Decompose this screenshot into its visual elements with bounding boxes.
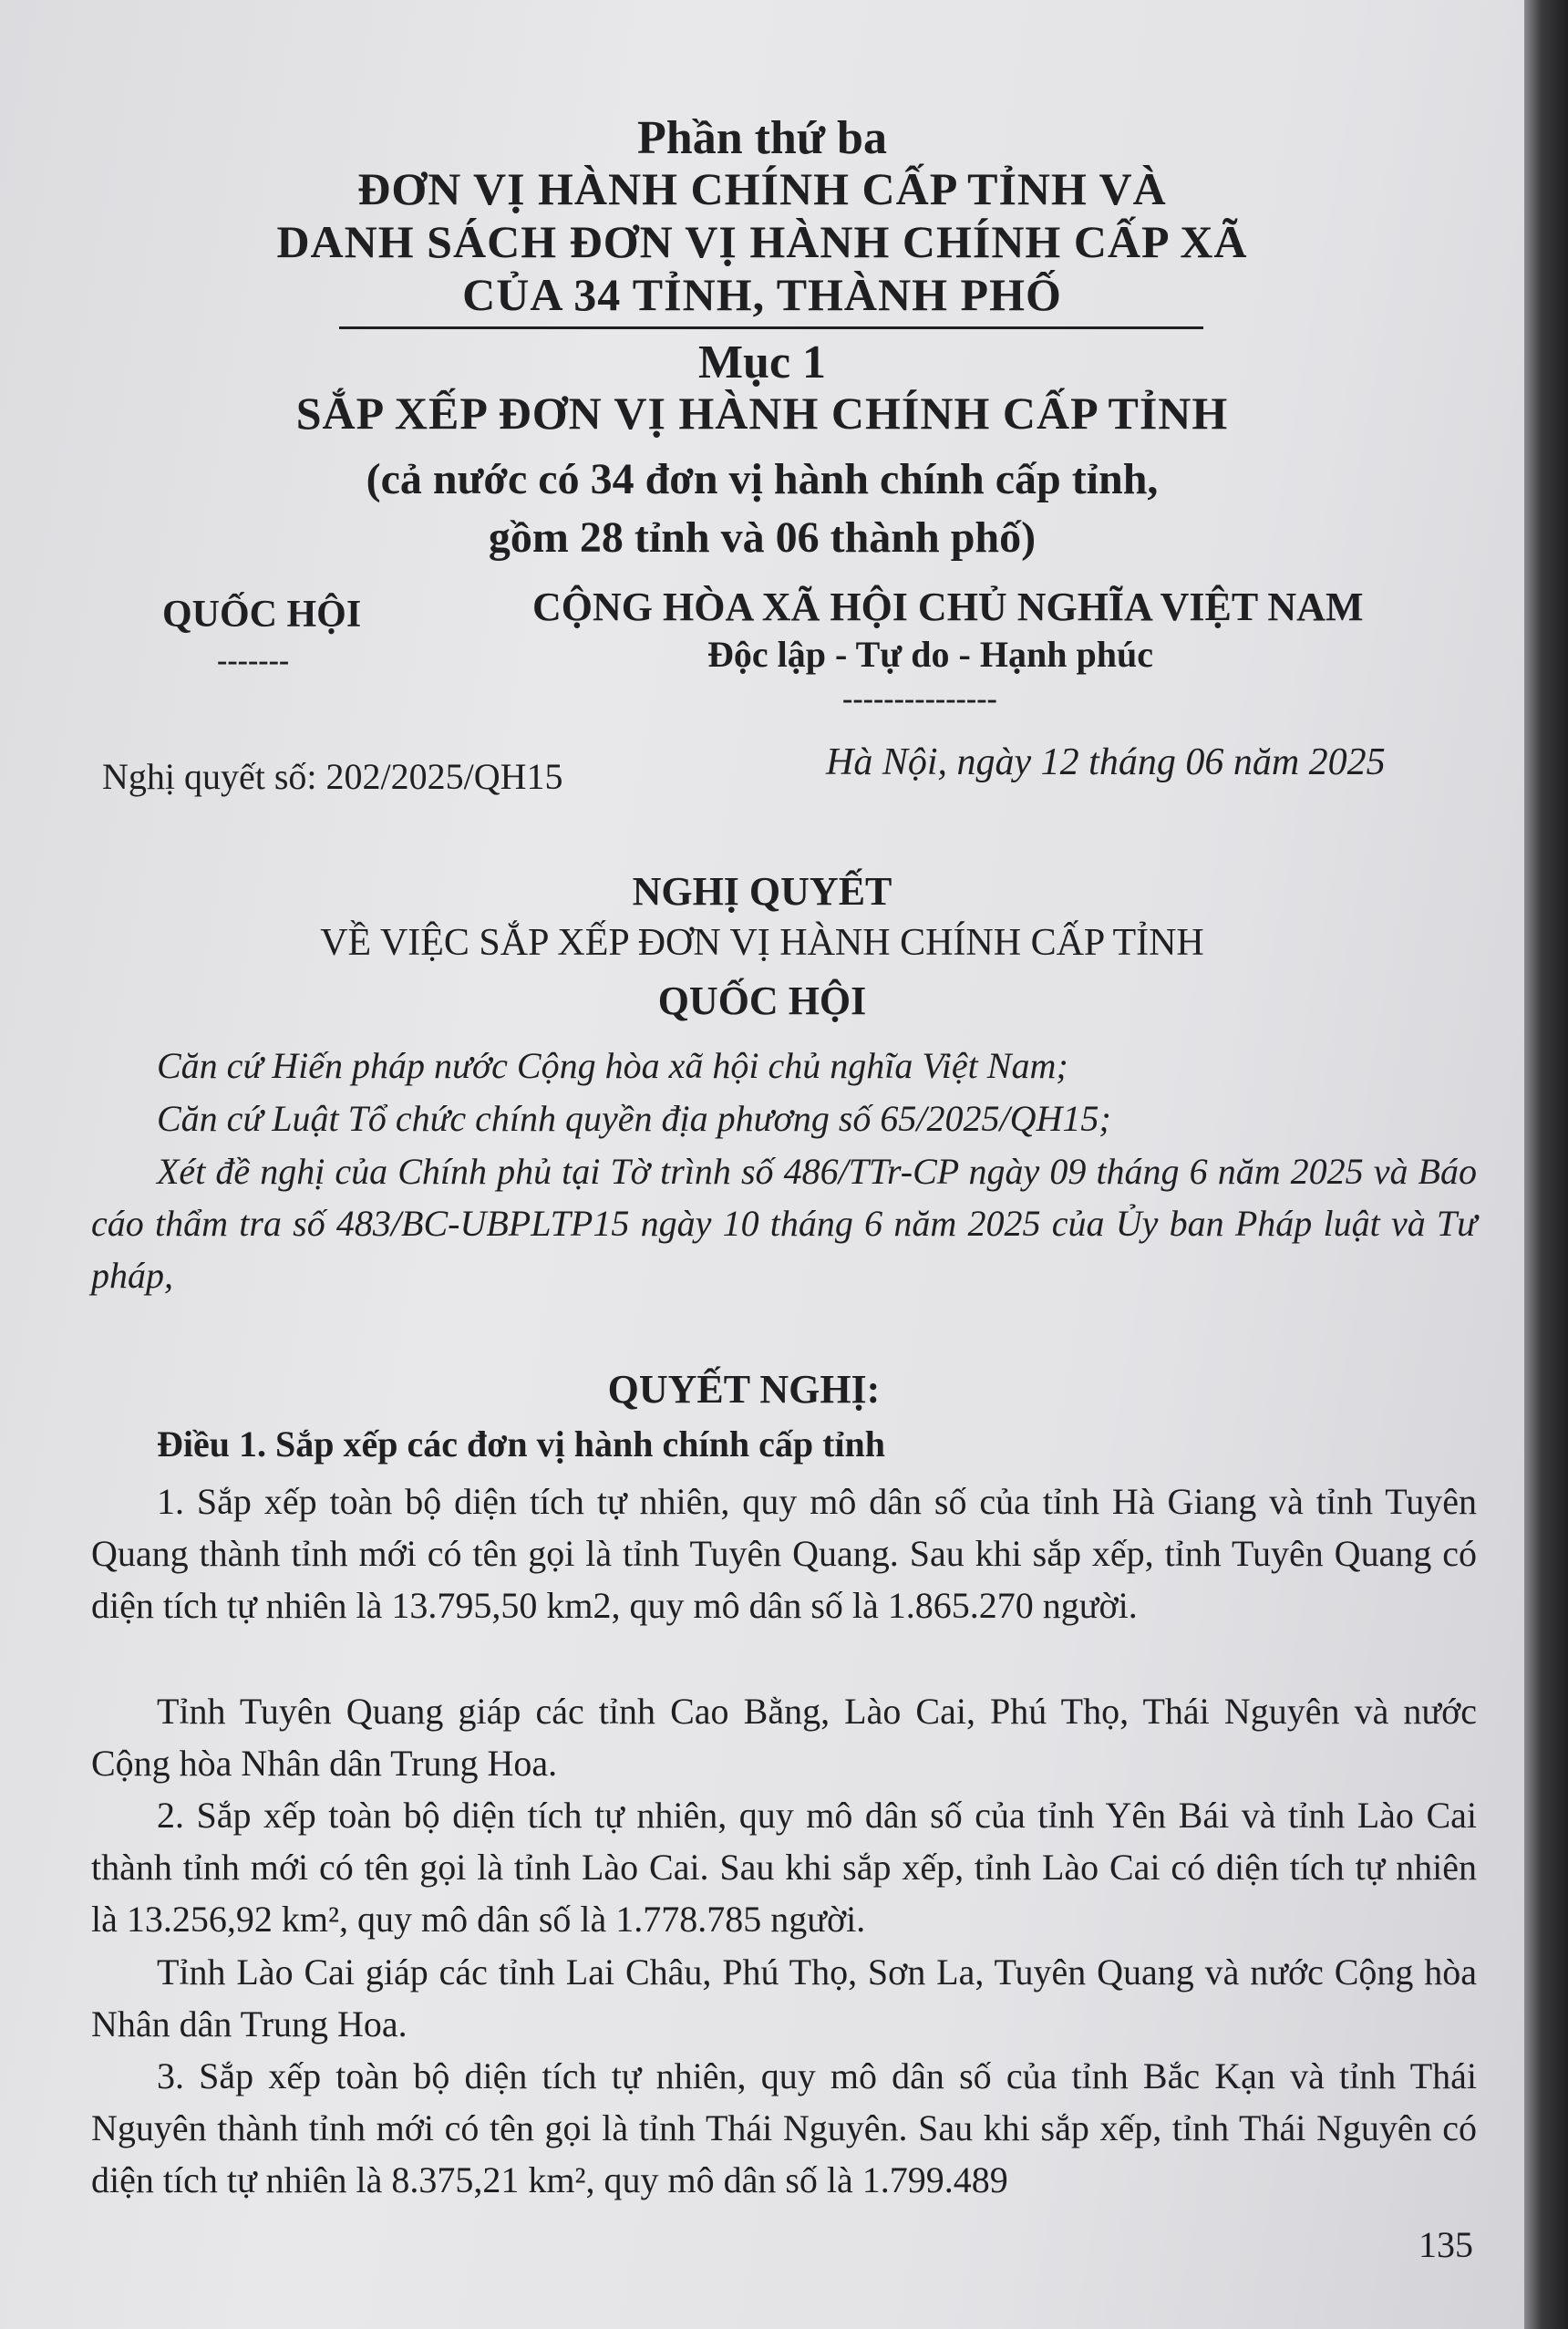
- section-subtitle-line-2: gồm 28 tỉnh và 06 thành phố): [488, 513, 1037, 562]
- basis-law: Căn cứ Luật Tổ chức chính quyền địa phương số 65/2025/QH15;: [157, 1098, 1111, 1139]
- clause-2-borders: Tỉnh Lào Cai giáp các tỉnh Lai Châu, Phú Thọ, Sơn La, Tuyên Quang và nước Cộng hòa Nhân dân Trung Hoa.: [91, 1951, 1477, 2044]
- motto-rule: ---------------: [842, 682, 997, 716]
- book-edge: [1524, 0, 1568, 2329]
- issuer: QUỐC HỘI: [162, 594, 362, 636]
- motto: Độc lập - Tự do - Hạnh phúc: [707, 634, 1153, 675]
- decides-heading: QUYẾT NGHỊ:: [607, 1367, 881, 1412]
- clause-3: 3. Sắp xếp toàn bộ diện tích tự nhiên, quy mô dân số của tỉnh Bắc Kạn và tỉnh Thái Nguyên thành tỉnh mới có tên gọi là tỉnh Thái Nguyên. Sau khi sắp xếp, tỉnh Thái Nguyên có diện tích tự nhiên là 8.375,21 km², quy mô dân số là 1.799.489: [91, 2055, 1477, 2200]
- clause-2: 2. Sắp xếp toàn bộ diện tích tự nhiên, quy mô dân số của tỉnh Yên Bái và tỉnh Lào Cai thành tỉnh mới có tên gọi là tỉnh Lào Cai. Sau khi sắp xếp, tỉnh Lào Cai có diện tích tự nhiên là 13.256,92 km², quy mô dân số là 1.778.785 người.: [91, 1795, 1477, 1940]
- clause-1: 1. Sắp xếp toàn bộ diện tích tự nhiên, quy mô dân số của tỉnh Hà Giang và tỉnh Tuyên Quang thành tỉnh mới có tên gọi là tỉnh Tuyên Quang. Sau khi sắp xếp, tỉnh Tuyên Quang có diện tích tự nhiên là 13.795,50 km2, quy mô dân số là 1.865.270 người.: [91, 1481, 1477, 1626]
- section-subtitle-line-1: (cả nước có 34 đơn vị hành chính cấp tỉnh,: [366, 455, 1159, 503]
- part-label: Phần thứ ba: [637, 112, 887, 164]
- section-title: SẮP XẾP ĐƠN VỊ HÀNH CHÍNH CẤP TỈNH: [295, 388, 1229, 439]
- nation-title: CỘNG HÒA XÃ HỘI CHỦ NGHĨA VIỆT NAM: [532, 585, 1364, 629]
- part-title-line-2: DANH SÁCH ĐƠN VỊ HÀNH CHÍNH CẤP XÃ: [276, 216, 1248, 267]
- clause-1-borders: Tỉnh Tuyên Quang giáp các tỉnh Cao Bằng, Lào Cai, Phú Thọ, Thái Nguyên và nước Cộng hòa Nhân dân Trung Hoa.: [91, 1691, 1477, 1784]
- title-divider: [339, 326, 1203, 329]
- basis-proposal: Xét đề nghị của Chính phủ tại Tờ trình số 486/TTr-CP ngày 09 tháng 6 năm 2025 và Báo cáo thẩm tra số 483/BC-UBPLTP15 ngày 10 tháng 6 năm 2025 của Ủy ban Pháp luật và Tư pháp,: [91, 1151, 1477, 1296]
- part-title-line-1: ĐƠN VỊ HÀNH CHÍNH CẤP TỈNH VÀ: [357, 163, 1167, 214]
- resolution-type: NGHỊ QUYẾT: [632, 869, 892, 914]
- basis-constitution: Căn cứ Hiến pháp nước Cộng hòa xã hội chủ nghĩa Việt Nam;: [157, 1045, 1068, 1086]
- part-title-line-3: CỦA 34 TỈNH, THÀNH PHỐ: [462, 269, 1062, 320]
- page-number: 135: [1418, 2224, 1473, 2265]
- resolution-body: QUỐC HỘI: [657, 978, 867, 1023]
- section-label: Mục 1: [697, 336, 827, 388]
- place-date: Hà Nội, ngày 12 tháng 06 năm 2025: [826, 741, 1386, 783]
- resolution-subject: VỀ VIỆC SẮP XẾP ĐƠN VỊ HÀNH CHÍNH CẤP TỈNH: [320, 922, 1204, 964]
- article-1-title: Điều 1. Sắp xếp các đơn vị hành chính cấp tỉnh: [157, 1423, 886, 1465]
- issuer-rule: -------: [217, 644, 290, 678]
- resolution-number: Nghị quyết số: 202/2025/QH15: [102, 756, 563, 797]
